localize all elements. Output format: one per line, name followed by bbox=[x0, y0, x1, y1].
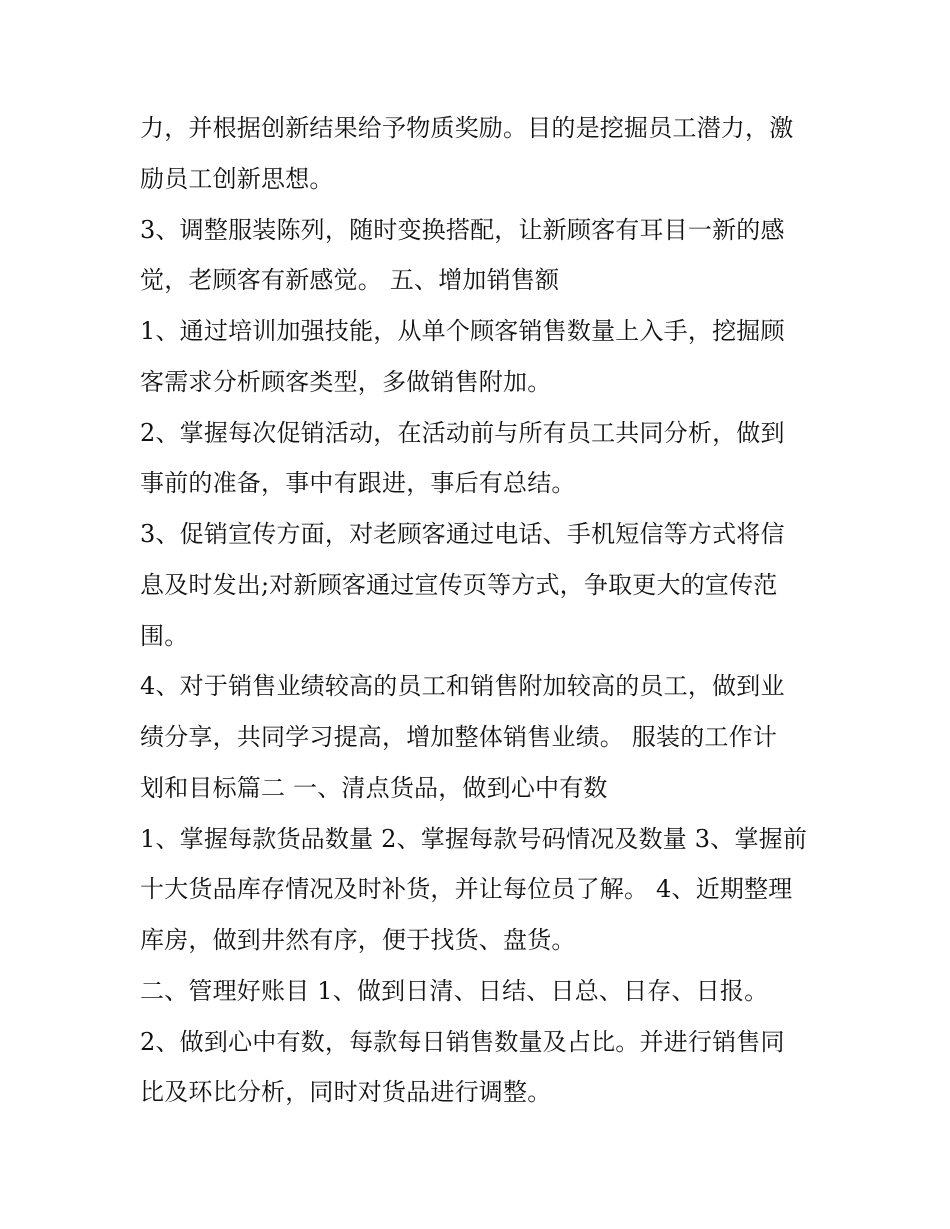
text-line: 1、通过培训加强技能，从单个顾客销售数量上入手，挖掘顾 bbox=[140, 317, 785, 345]
text-line: 2、掌握每次促销活动，在活动前与所有员工共同分析，做到 bbox=[140, 418, 785, 447]
text-line: 事前的准备，事中有跟进，事后有总结。 bbox=[140, 469, 576, 498]
document-page bbox=[140, 103, 820, 1118]
text-line: 二、管理好账目 1、做到日清、日结、日总、日存、日报。 bbox=[140, 976, 769, 1005]
text-line: 4、对于销售业绩较高的员工和销售附加较高的员工，做到业 bbox=[140, 672, 785, 701]
text-line: 客需求分析顾客类型，多做销售附加。 bbox=[140, 367, 552, 396]
text-line: 力，并根据创新结果给予物质奖励。目的是挖掘员工潜力，激 bbox=[140, 114, 794, 142]
text-line: 2、做到心中有数，每款每日销售数量及占比。并进行销售同 bbox=[140, 1027, 785, 1056]
text-line: 库房，做到井然有序，便于找货、盘货。 bbox=[140, 926, 576, 954]
text-line: 3、促销宣传方面，对老顾客通过电话、手机短信等方式将信 bbox=[140, 520, 785, 548]
text-line: 比及环比分析，同时对货品进行调整。 bbox=[140, 1078, 552, 1107]
text-line: 励员工创新思想。 bbox=[140, 164, 334, 193]
text-line: 绩分享，共同学习提高，增加整体销售业绩。 服装的工作计 bbox=[140, 723, 778, 751]
text-line: 3、调整服装陈列，随时变换搭配，让新顾客有耳目一新的感 bbox=[140, 215, 785, 244]
text-line: 划和目标篇二 一、清点货品，做到心中有数 bbox=[140, 773, 608, 802]
text-line: 十大货品库存情况及时补货，并让每位员了解。 4、近期整理 bbox=[140, 875, 793, 904]
text-line: 围。 bbox=[140, 621, 189, 650]
text-line: 觉，老顾客有新感觉。 五、增加销售额 bbox=[140, 266, 560, 295]
text-line: 息及时发出;对新顾客通过宣传页等方式，争取更大的宣传范 bbox=[140, 570, 778, 599]
text-line: 1、掌握每款货品数量 2、掌握每款号码情况及数量 3、掌握前 bbox=[140, 824, 808, 853]
